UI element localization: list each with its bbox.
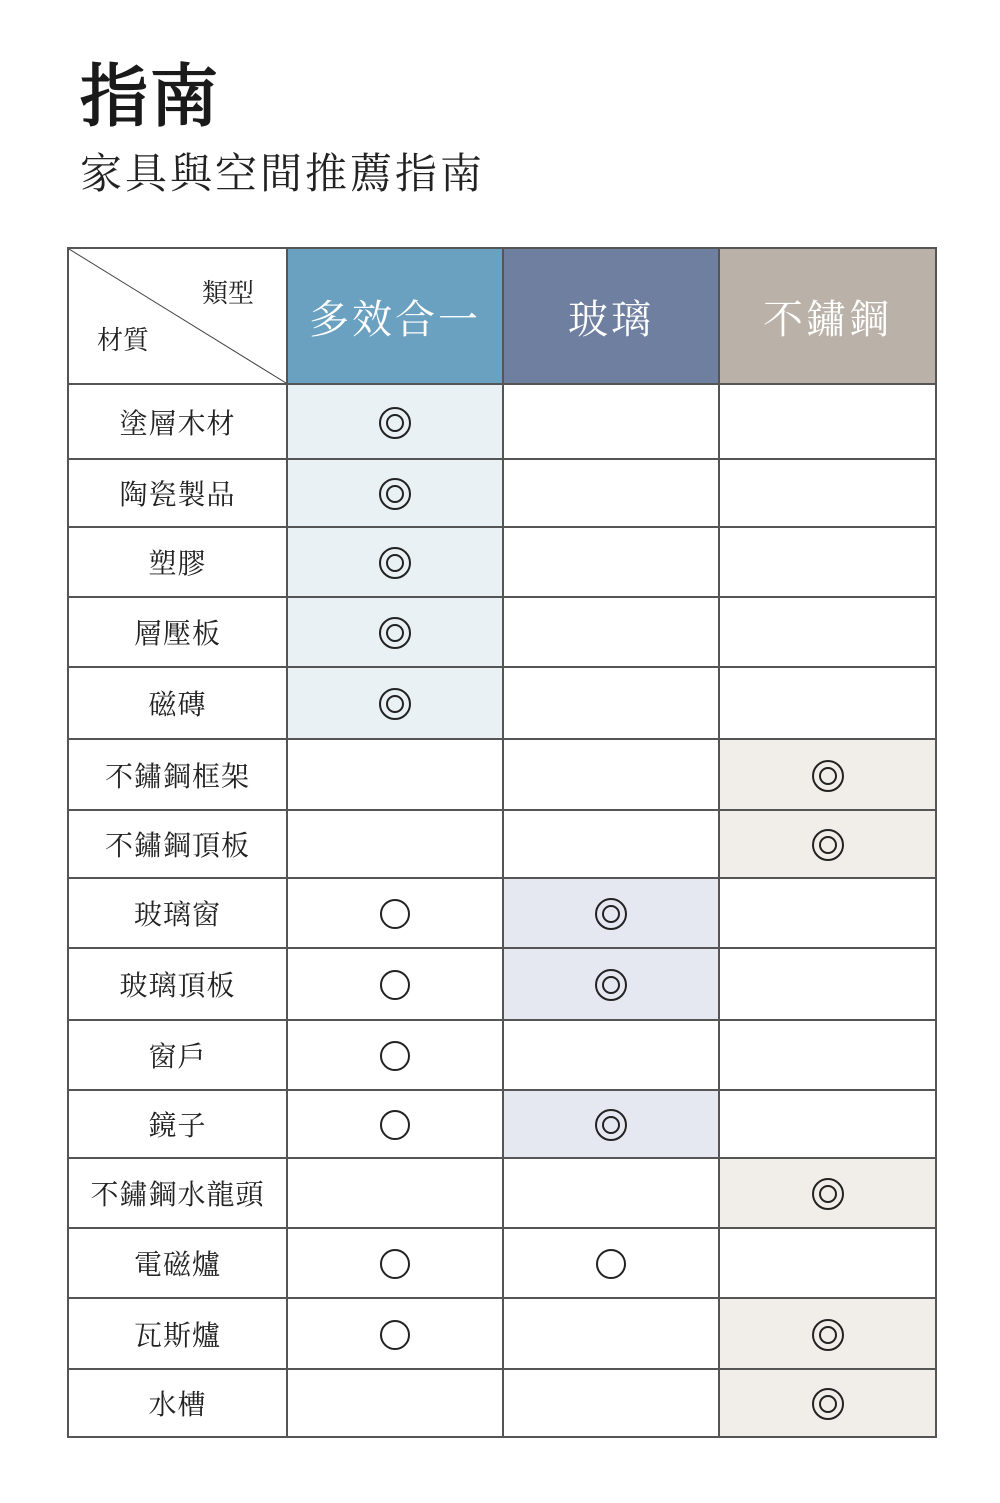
cell-multi [287,739,503,810]
cell-multi [287,667,503,739]
double-circle-mark [379,547,411,579]
double-circle-mark [379,688,411,720]
double-circle-mark [812,829,844,861]
row-label: 玻璃頂板 [68,948,287,1020]
column-header-glass: 玻璃 [503,248,719,384]
cell-glass [503,597,719,667]
row-label: 塑膠 [68,527,287,597]
cell-multi [287,1228,503,1298]
row-label: 不鏽鋼頂板 [68,810,287,878]
row-label: 不鏽鋼框架 [68,739,287,810]
table-row [68,1298,936,1369]
cell-multi [287,948,503,1020]
table-row [68,878,936,948]
cell-steel [719,1090,936,1158]
row-label: 窗戶 [68,1020,287,1090]
cell-steel [719,1298,936,1369]
cell-multi [287,527,503,597]
table-row [68,1228,936,1298]
column-header-multi: 多效合一 [287,248,503,384]
page-subtitle: 家具與空間推薦指南 [80,149,486,198]
row-label: 瓦斯爐 [68,1298,287,1369]
row-label: 不鏽鋼水龍頭 [68,1158,287,1228]
table-row [68,948,936,1020]
cell-multi [287,1369,503,1437]
cell-glass [503,459,719,527]
corner-material-label: 材質 [97,326,150,356]
table-row [68,1090,936,1158]
cell-multi [287,878,503,948]
table-row [68,384,936,459]
cell-steel [719,1020,936,1090]
single-circle-mark [379,1109,411,1141]
double-circle-mark [595,898,627,930]
cell-glass [503,810,719,878]
cell-multi [287,1298,503,1369]
cell-glass [503,1020,719,1090]
cell-steel [719,878,936,948]
corner-type-label: 類型 [201,279,254,309]
cell-glass [503,1228,719,1298]
single-circle-mark [595,1248,627,1280]
double-circle-mark [595,969,627,1001]
table-row [68,527,936,597]
cell-steel [719,948,936,1020]
row-label: 水槽 [68,1369,287,1437]
cell-steel [719,384,936,459]
cell-glass [503,948,719,1020]
single-circle-mark [379,1248,411,1280]
cell-steel [719,810,936,878]
cell-steel [719,1158,936,1228]
row-label: 層壓板 [68,597,287,667]
cell-steel [719,527,936,597]
cell-multi [287,1158,503,1228]
cell-glass [503,878,719,948]
single-circle-mark [379,898,411,930]
cell-multi [287,1090,503,1158]
cell-glass [503,667,719,739]
table-row [68,1158,936,1228]
single-circle-mark [379,1040,411,1072]
table-row [68,667,936,739]
cell-steel [719,667,936,739]
row-label: 鏡子 [68,1090,287,1158]
table-row [68,1020,936,1090]
cell-glass [503,739,719,810]
page-title: 指南 [80,58,221,137]
table-row [68,1369,936,1437]
table-row [68,739,936,810]
cell-steel [719,1228,936,1298]
double-circle-mark [812,1178,844,1210]
double-circle-mark [595,1109,627,1141]
cell-multi [287,1020,503,1090]
cell-multi [287,597,503,667]
recommendation-table [67,247,937,1438]
double-circle-mark [812,1319,844,1351]
cell-multi [287,810,503,878]
row-label: 磁磚 [68,667,287,739]
double-circle-mark [379,478,411,510]
double-circle-mark [812,760,844,792]
single-circle-mark [379,969,411,1001]
row-label: 玻璃窗 [68,878,287,948]
diagonal-divider [69,249,286,383]
column-header-steel: 不鏽鋼 [719,248,936,384]
corner-header [68,248,287,384]
double-circle-mark [379,617,411,649]
row-label: 電磁爐 [68,1228,287,1298]
table-row [68,459,936,527]
cell-glass [503,1298,719,1369]
cell-multi [287,384,503,459]
cell-steel [719,459,936,527]
double-circle-mark [379,407,411,439]
cell-glass [503,1090,719,1158]
cell-glass [503,527,719,597]
table-body [68,384,936,1437]
cell-multi [287,459,503,527]
cell-glass [503,1369,719,1437]
table-row [68,810,936,878]
header-row [68,248,936,384]
cell-steel [719,597,936,667]
cell-steel [719,739,936,810]
cell-glass [503,1158,719,1228]
row-label: 陶瓷製品 [68,459,287,527]
cell-steel [719,1369,936,1437]
row-label: 塗層木材 [68,384,287,459]
table-row [68,597,936,667]
single-circle-mark [379,1319,411,1351]
cell-glass [503,384,719,459]
double-circle-mark [812,1388,844,1420]
